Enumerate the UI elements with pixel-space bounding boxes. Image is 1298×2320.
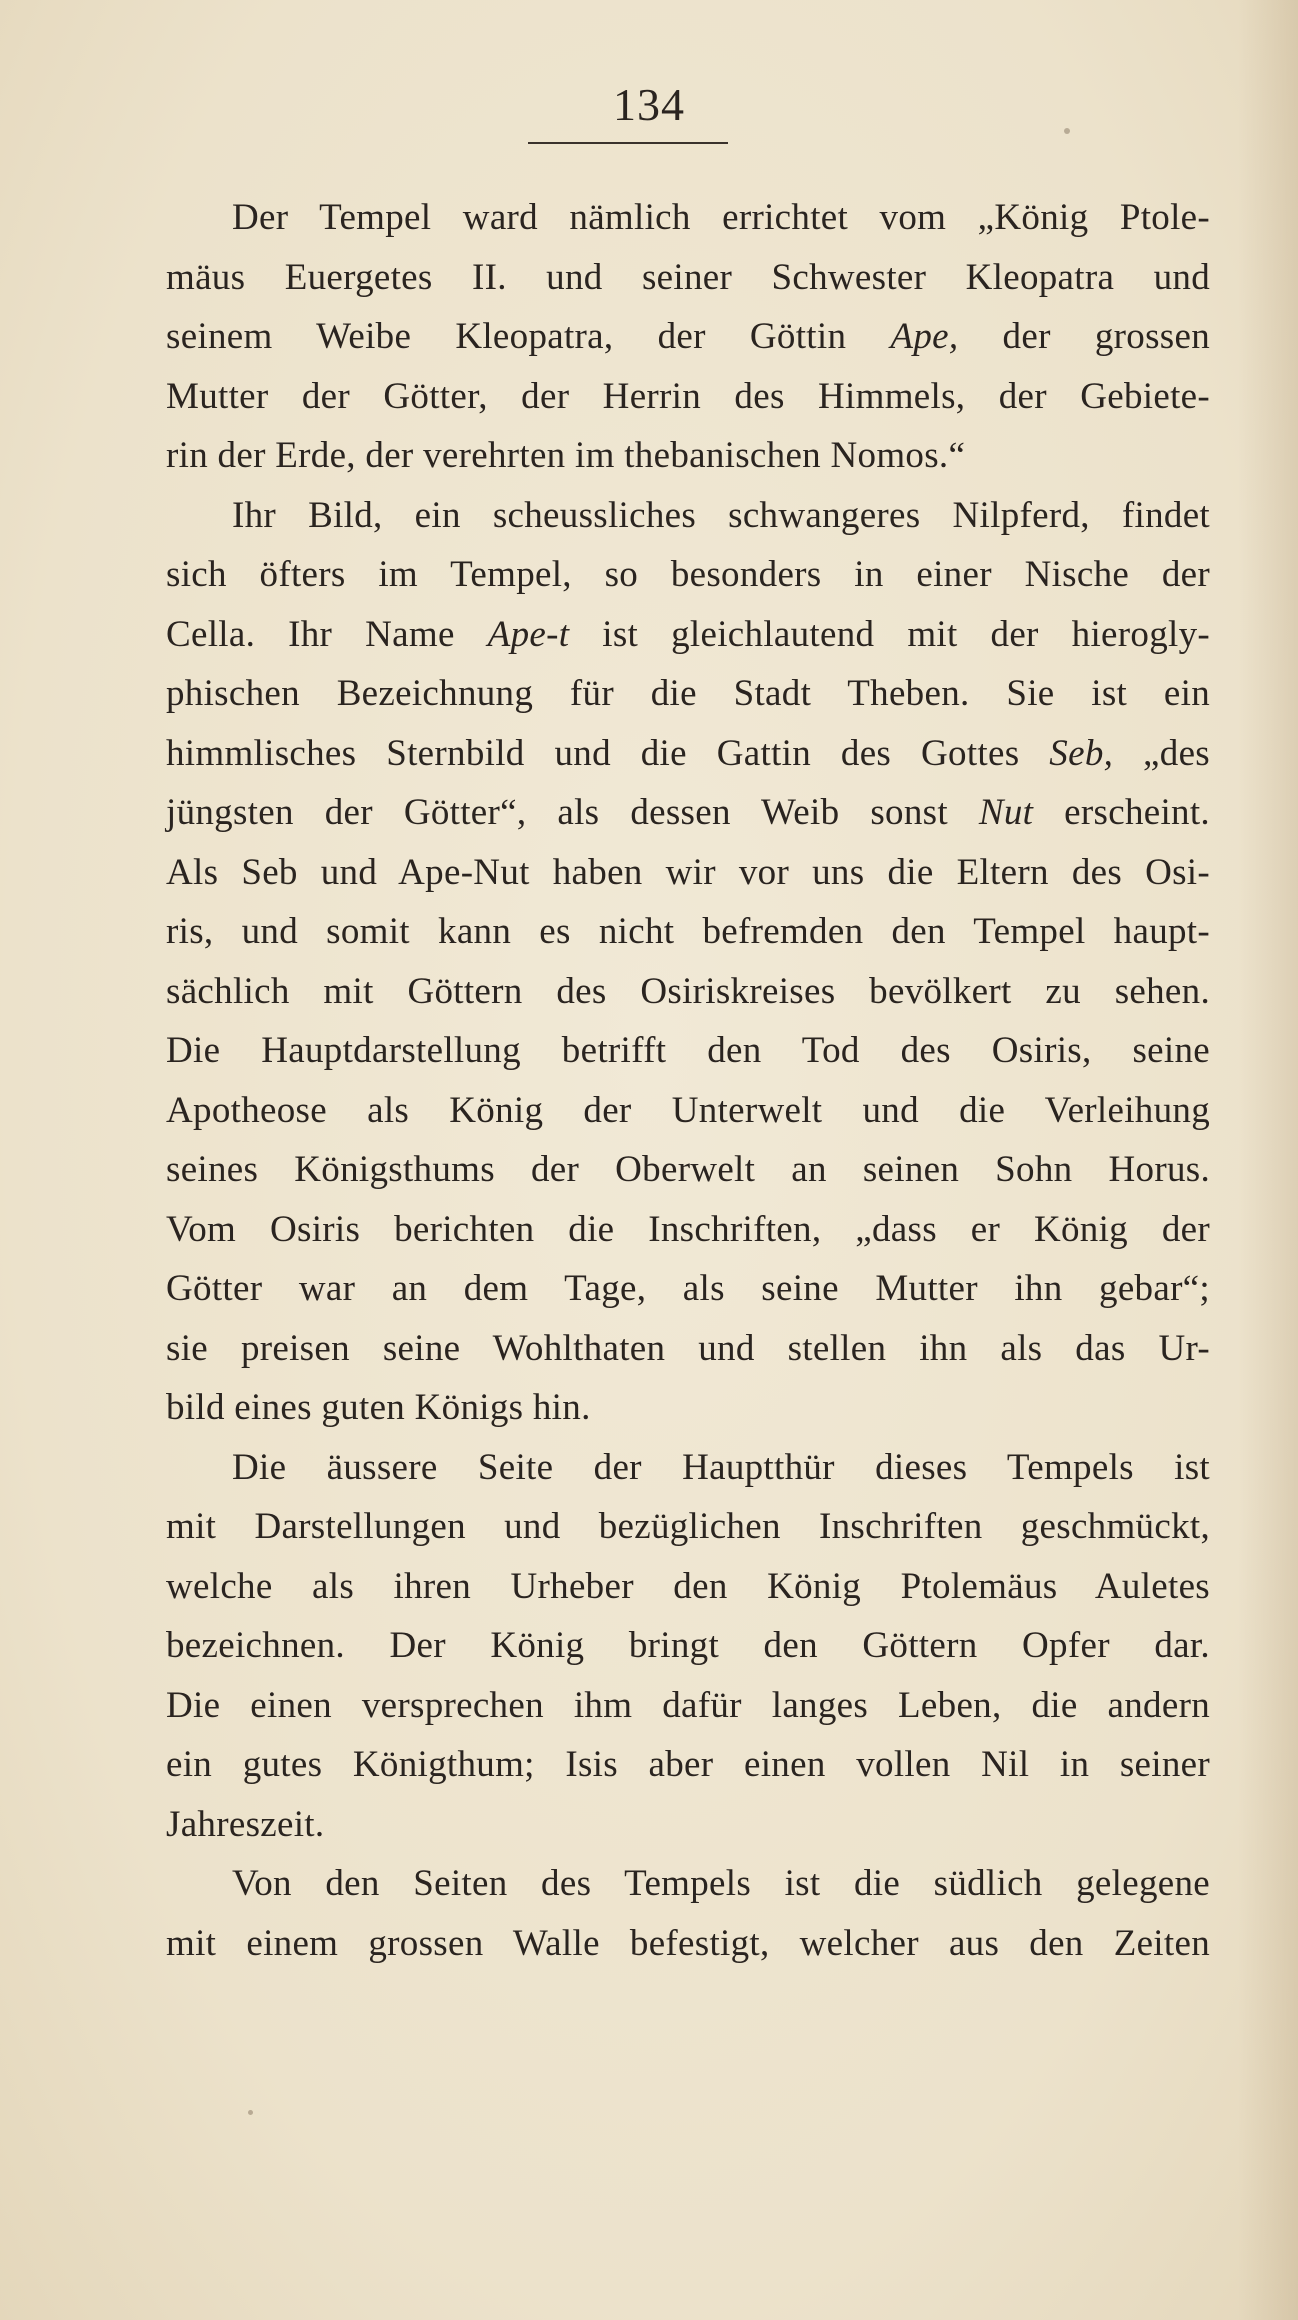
text-line: ein gutes Königthum; Isis aber einen vollen Nil in seiner xyxy=(166,1744,1210,1785)
text-line: sächlich mit Göttern des Osiriskreises bevölkert zu sehen. xyxy=(166,970,1210,1012)
body-text xyxy=(166,188,1210,1973)
text-line: bild eines guten Königs hin. xyxy=(166,1387,591,1428)
page-gutter-shadow xyxy=(1238,0,1298,2320)
text-line: Mutter der Götter, der Herrin des Himmels, der Gebiete- xyxy=(166,375,1210,417)
text-line xyxy=(166,605,1210,665)
text-line: seines Königsthums der Oberwelt an seinen Sohn Horus. xyxy=(166,1149,1210,1190)
text-segment: ist gleichlautend mit der hierogly- xyxy=(569,613,1210,655)
text-line xyxy=(166,724,1210,784)
italic-term: Ape, xyxy=(890,316,959,357)
text-line: bezeichnen. Der König bringt den Göttern Opfer dar. xyxy=(166,1625,1210,1666)
text-segment: „des xyxy=(1113,732,1210,774)
text-segment: himmlisches Sternbild und die Gattin des Gottes xyxy=(166,732,1050,774)
text-line: Die Hauptdarstellung betrifft den Tod des Osiris, seine xyxy=(166,1030,1210,1071)
text-segment: Cella. Ihr Name xyxy=(166,613,488,655)
text-line: mit einem grossen Walle befestigt, welcher aus den Zeiten xyxy=(166,1922,1210,1964)
text-line: sie preisen seine Wohlthaten und stellen ihn als das Ur- xyxy=(166,1327,1210,1369)
text-line: Götter war an dem Tage, als seine Mutter ihn gebar“; xyxy=(166,1268,1210,1309)
text-line: mäus Euergetes II. und seiner Schwester Kleopatra und xyxy=(166,256,1210,298)
text-line: Als Seb und Ape-Nut haben wir vor uns die Eltern des Osi- xyxy=(166,851,1210,893)
text-segment: jüngsten der Götter“, als dessen Weib sonst xyxy=(166,792,979,833)
text-line: Vom Osiris berichten die Inschriften, „dass er König der xyxy=(166,1208,1210,1250)
italic-term: Seb, xyxy=(1049,732,1114,774)
text-line: Jahreszeit. xyxy=(166,1803,325,1845)
text-line: sich öfters im Tempel, so besonders in einer Nische der xyxy=(166,554,1210,595)
text-line: Der Tempel ward nämlich errichtet vom „König Ptole- xyxy=(232,197,1210,238)
text-line: phischen Bezeichnung für die Stadt Theben. Sie ist ein xyxy=(166,673,1210,714)
text-line: Die äussere Seite der Hauptthür dieses Tempels ist xyxy=(232,1446,1210,1488)
text-segment: seinem Weibe Kleopatra, der Göttin xyxy=(166,316,891,357)
italic-term: Ape-t xyxy=(487,613,570,655)
page-number: 134 xyxy=(613,79,685,130)
text-line: mit Darstellungen und bezüglichen Inschriften geschmückt, xyxy=(166,1506,1210,1547)
text-segment: erscheint. xyxy=(1033,792,1210,833)
text-line: Apotheose als König der Unterwelt und die Verleihung xyxy=(166,1089,1210,1131)
text-line: Die einen versprechen ihm dafür langes Leben, die andern xyxy=(166,1684,1210,1726)
text-line xyxy=(166,783,1210,843)
paper-speck xyxy=(248,2110,253,2115)
paper-speck xyxy=(1064,128,1070,134)
text-line xyxy=(166,307,1210,367)
text-line: rin der Erde, der verehrten im thebanischen Nomos.“ xyxy=(166,435,966,476)
text-line: Ihr Bild, ein scheussliches schwangeres Nilpferd, findet xyxy=(232,494,1210,536)
text-line: welche als ihren Urheber den König Ptolemäus Auletes xyxy=(166,1565,1210,1607)
header-rule xyxy=(528,142,728,144)
text-segment: der grossen xyxy=(958,316,1211,357)
italic-term: Nut xyxy=(978,792,1034,833)
text-line: Von den Seiten des Tempels ist die südlich gelegene xyxy=(232,1863,1210,1904)
text-line: ris, und somit kann es nicht befremden den Tempel haupt- xyxy=(166,911,1210,952)
